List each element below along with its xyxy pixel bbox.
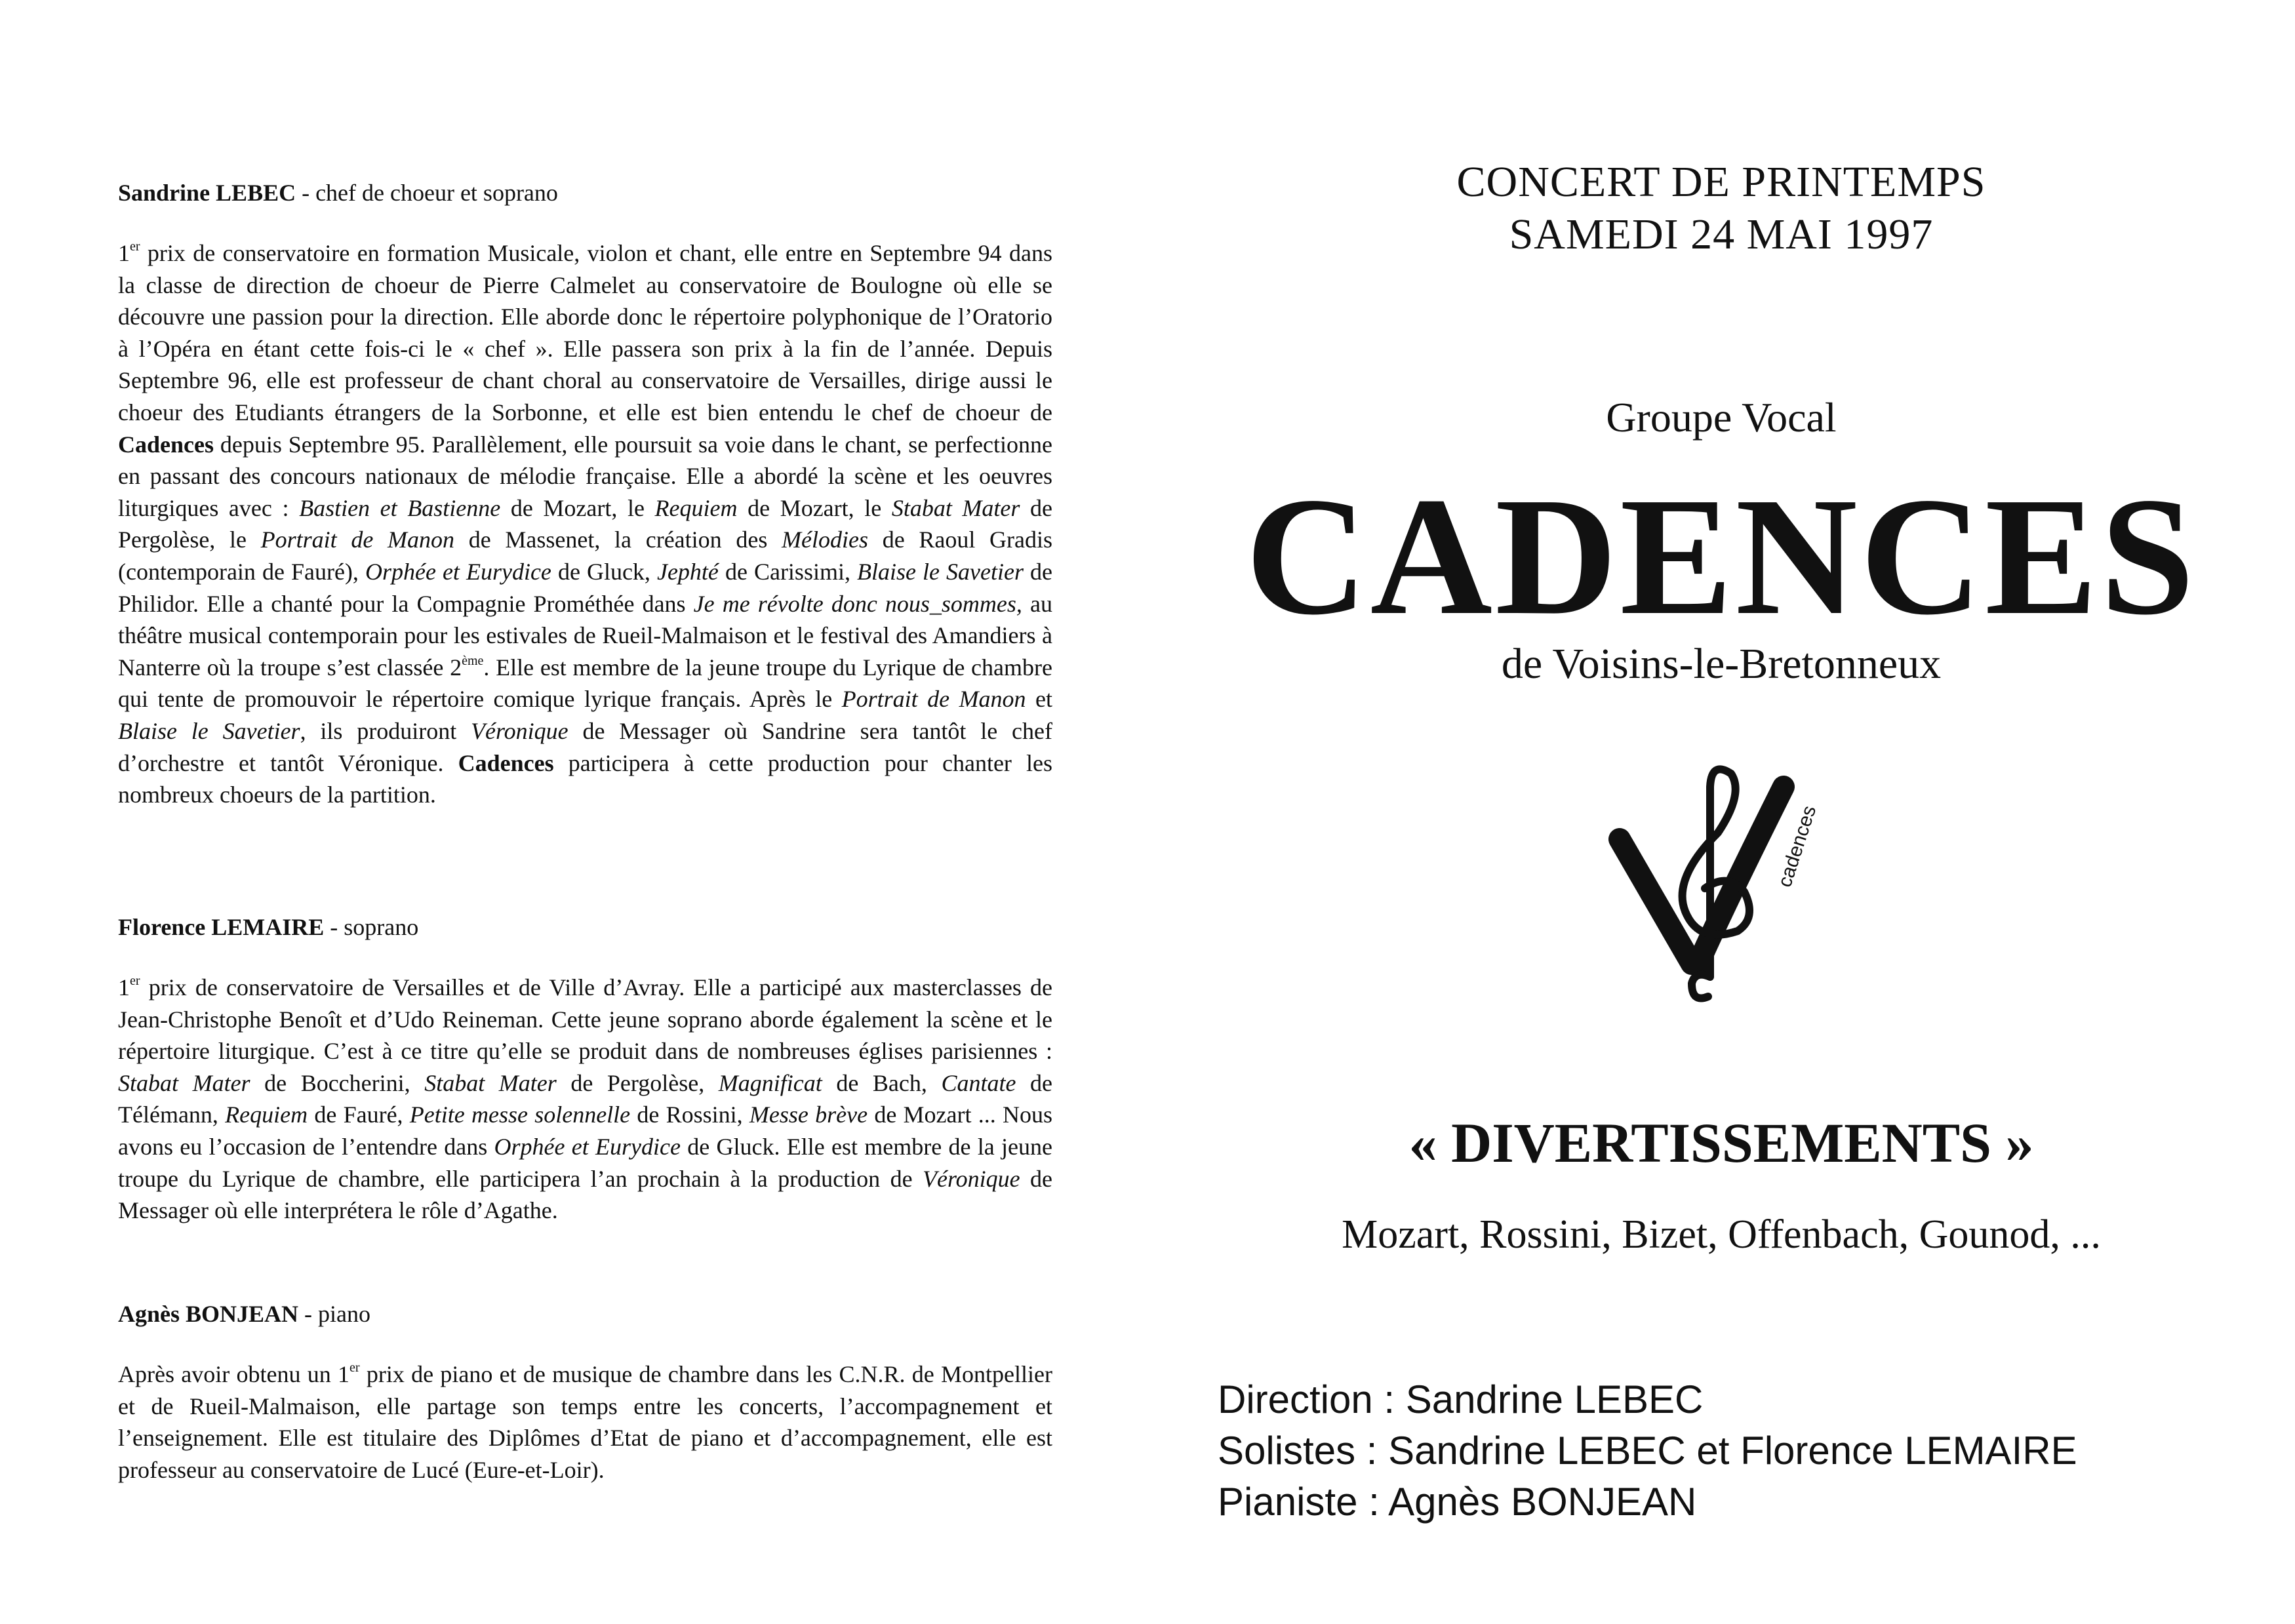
text-run: Portrait de Manon: [841, 686, 1026, 713]
bio-agnes-bonjean: [118, 1298, 1052, 1486]
bio-heading: [118, 177, 1052, 208]
text-run: de Fauré,: [308, 1101, 410, 1128]
text-run: de Messager où elle interprétera le rôle d’Agathe.: [118, 1165, 1052, 1224]
text-run: Petite messe solennelle: [409, 1101, 631, 1128]
text-run: de Messager où Sandrine sera tantôt le chef d’orchestre et tantôt Véronique.: [118, 717, 1052, 776]
text-run: de Pergolèse, le: [118, 494, 1053, 553]
text-run: prix de conservatoire de Versailles et de Ville d’Avray. Elle a participé aux masterclasses de Jean-Christophe Benoît et d’Udo Reineman. Cette jeune soprano aborde également la scène et le répertoire liturgique. C’est à ce titre qu’elle se produit dans de nombreuses églises parisiennes :: [118, 974, 1052, 1065]
bio-name: Florence LEMAIRE: [118, 914, 325, 940]
text-run: de Mozart, le: [737, 494, 892, 521]
concert-date: SAMEDI 24 MAI 1997: [1509, 210, 1934, 258]
text-run: de Télémann,: [118, 1069, 1052, 1128]
text-run: Magnificat: [718, 1069, 822, 1096]
text-run: de Raoul Gradis (contemporain de Fauré),: [118, 526, 1053, 585]
bio-heading: [118, 911, 1052, 943]
text-run: ème: [462, 653, 484, 668]
text-run: Je me révolte donc nous_sommes,: [693, 590, 1022, 617]
text-run: Blaise le Savetier: [118, 717, 300, 744]
text-run: . Elle est membre de la jeune troupe du Lyrique de chambre qui tente de promouvoir le répertoire comique lyrique français. Après le: [118, 654, 1052, 713]
text-run: Stabat Mater: [891, 494, 1020, 521]
text-run: Requiem: [654, 494, 738, 521]
concert-heading: [1148, 156, 2295, 261]
text-run: Portrait de Manon: [260, 526, 455, 553]
credit-soloists: Solistes : Sandrine LEBEC et Florence LEMAIRE: [1218, 1429, 2077, 1473]
credit-pianist: Pianiste : Agnès BONJEAN: [1218, 1480, 1697, 1524]
text-run: er: [130, 239, 140, 254]
program-title: « DIVERTISSEMENTS »: [1408, 1111, 2034, 1174]
bio-role: - chef de choeur et soprano: [296, 180, 558, 206]
cadences-logo: [1593, 747, 1829, 1010]
text-run: Orphée et Eurydice: [494, 1133, 681, 1160]
text-run: Messe brève: [749, 1101, 868, 1128]
text-run: Véronique: [922, 1165, 1020, 1192]
bio-paragraph: [118, 237, 1052, 811]
text-run: et: [1026, 686, 1052, 713]
text-run: Stabat Mater: [118, 1069, 250, 1096]
bio-paragraph: [118, 1358, 1052, 1486]
cover-page: [1148, 0, 2295, 1624]
text-run: Véronique: [471, 717, 569, 744]
bio-name: Agnès BONJEAN: [118, 1301, 299, 1327]
choir-town: de Voisins-le-Bretonneux: [1501, 640, 1942, 688]
logo-wordmark: cadences: [1774, 802, 1821, 890]
credits-block: [1218, 1374, 2267, 1528]
text-run: er: [349, 1360, 360, 1375]
bio-florence-lemaire: [118, 911, 1052, 1227]
text-run: Jephté: [656, 558, 719, 585]
bio-sandrine-lebec: [118, 177, 1052, 811]
bio-heading: [118, 1298, 1052, 1330]
text-run: er: [130, 974, 140, 988]
text-run: prix de piano et de musique de chambre dans les C.N.R. de Montpellier et de Rueil-Malmaison, elle partage son temps entre les concerts, l’accompagnement et l’enseignement. Elle est titulaire des Diplômes d’Etat de piano et d’accompagnement, elle est professeur au conservatoire de Lucé (Eure-et-Loir).: [118, 1361, 1052, 1483]
text-run: 1: [118, 240, 130, 266]
text-run: 1: [118, 974, 130, 1000]
text-run: au théâtre musical contemporain pour les estivales de Rueil-Malmaison et le festival des Amandiers à Nanterre où la troupe s’est classée 2: [118, 590, 1052, 681]
credit-direction: Direction : Sandrine LEBEC: [1218, 1377, 1704, 1421]
text-run: Cantate: [941, 1069, 1016, 1096]
choir-title: CADENCES: [1245, 462, 2197, 650]
text-run: participera à cette production pour chanter les nombreux choeurs de la partition.: [118, 749, 1052, 808]
text-run: , ils produiront: [300, 717, 471, 744]
bio-name: Sandrine LEBEC: [118, 180, 296, 206]
bio-role: - soprano: [324, 914, 419, 940]
groupe-vocal-label: Groupe Vocal: [1606, 394, 1837, 441]
text-run: Bastien et Bastienne: [299, 494, 501, 521]
concert-name: CONCERT DE PRINTEMPS: [1456, 158, 1986, 206]
text-run: de Bach,: [822, 1069, 942, 1096]
text-run: Cadences: [458, 749, 554, 776]
text-run: de Massenet, la création des: [454, 526, 782, 553]
text-run: Blaise le Savetier: [857, 558, 1024, 585]
text-run: Cadences: [118, 431, 214, 458]
text-run: Mélodies: [782, 526, 868, 553]
text-run: Orphée et Eurydice: [365, 558, 551, 585]
text-run: de Mozart, le: [500, 494, 655, 521]
text-run: de Boccherini,: [250, 1069, 425, 1096]
text-run: Après avoir obtenu un 1: [118, 1361, 350, 1387]
text-run: de Carissimi,: [718, 558, 857, 585]
text-run: Requiem: [225, 1101, 308, 1128]
text-run: Stabat Mater: [424, 1069, 557, 1096]
bio-paragraph: [118, 972, 1052, 1227]
text-run: prix de conservatoire en formation Musicale, violon et chant, elle entre en Septembre 94 dans la classe de direction de choeur de Pierre Calmelet au conservatoire de Boulogne où elle se découvre une passion pour la direction. Elle aborde donc le répertoire polyphonique de l’Oratorio à l’Opéra en étant cette fois-ci le « chef ». Elle passera son prix à la fin de l’année. Depuis Septembre 96, elle est professeur de chant choral au conservatoire de Versailles, dirige aussi le choeur des Etudiants étrangers de la Sorbonne, et elle est bien entendu le chef de choeur de: [118, 240, 1052, 426]
text-run: de Pergolèse,: [556, 1069, 719, 1096]
text-run: de Philidor. Elle a chanté pour la Compagnie Prométhée dans: [118, 558, 1052, 617]
bio-role: - piano: [298, 1301, 370, 1327]
text-run: depuis Septembre 95. Parallèlement, elle poursuit sa voie dans le chant, se perfectionne en passant des concours nationaux de mélodie française. Elle a abordé la scène et les oeuvres liturgiques avec :: [118, 431, 1052, 521]
text-run: de Gluck. Elle est membre de la jeune troupe du Lyrique de chambre, elle participera l’an prochain à la production de: [118, 1133, 1052, 1192]
composers-list: Mozart, Rossini, Bizet, Offenbach, Gounod, ...: [1342, 1212, 2101, 1257]
text-run: de Rossini,: [630, 1101, 749, 1128]
text-run: de Mozart ... Nous avons eu l’occasion de l’entendre dans: [118, 1101, 1052, 1160]
text-run: de Gluck,: [551, 558, 657, 585]
